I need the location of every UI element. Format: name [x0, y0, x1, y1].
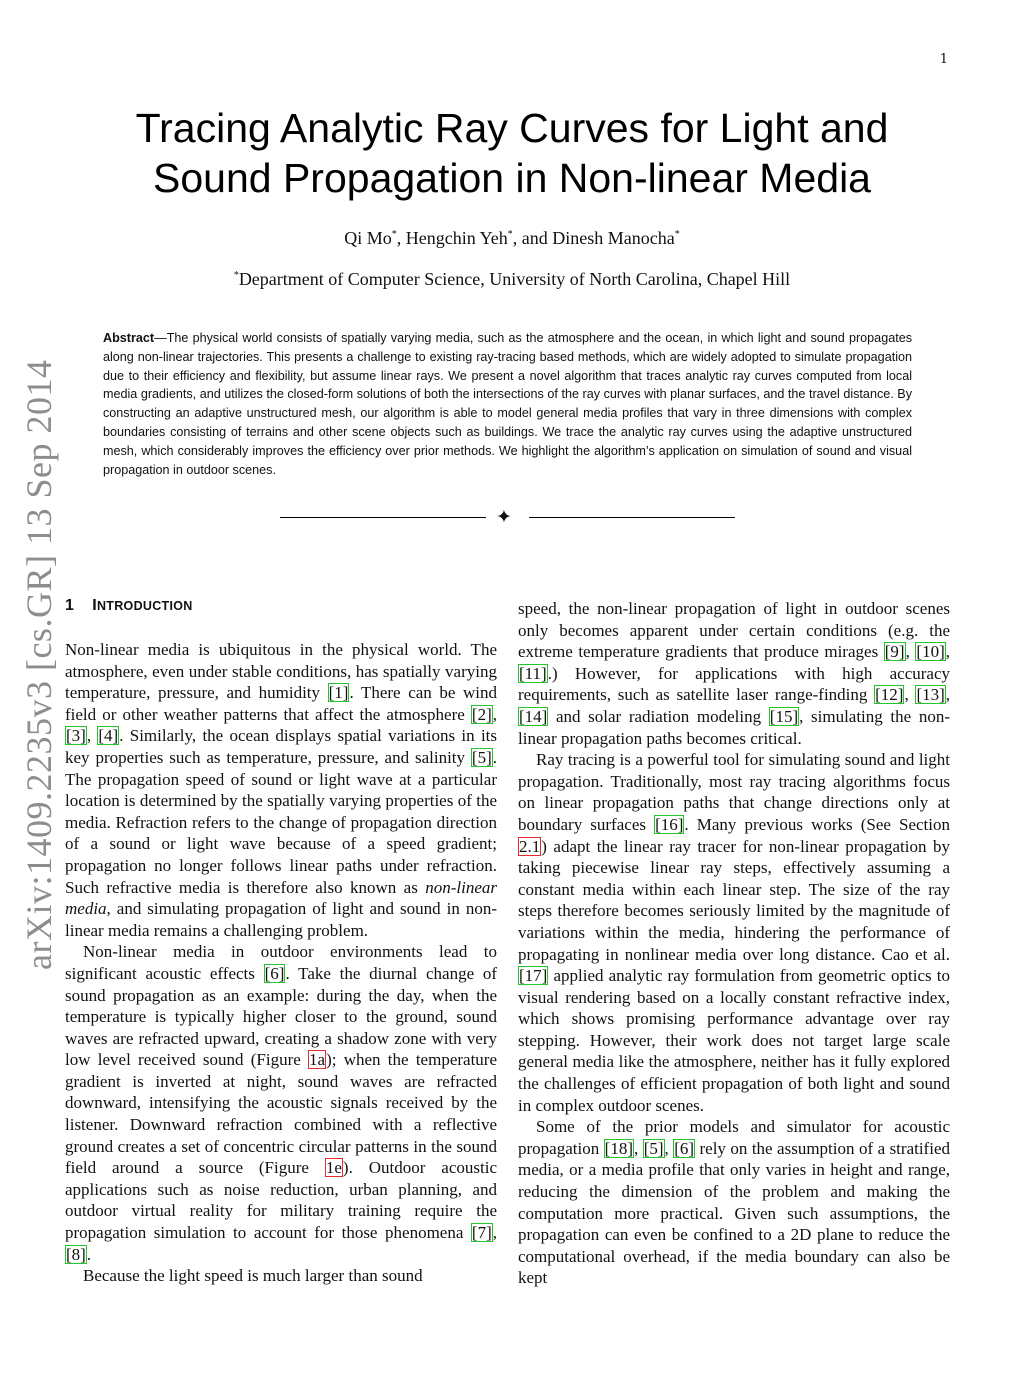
text-run: ) adapt the linear ray tracer for non-linear propagation by taking piecewise linear ray steps, effectively assuming a constant media within each linear step. The size of the ray steps therefore becomes seriously limited by the magnitude of variations within the media, hindering the performance of propagating in nonlinear media over long distance. Cao et al.	[518, 836, 950, 964]
separator: ,	[396, 228, 406, 248]
citation-link[interactable]: [7]	[471, 1223, 492, 1243]
section-link[interactable]: 2.1	[519, 836, 541, 856]
emphasis: non-linear media	[65, 877, 497, 919]
figure-link[interactable]: 1a	[309, 1050, 326, 1070]
affiliation-text: Department of Computer Science, University of North Carolina, Chapel Hill	[238, 269, 791, 289]
text-run: ,	[945, 685, 951, 705]
paragraph	[65, 941, 497, 1265]
title-line-2: Sound Propagation in Non-linear Media	[153, 155, 871, 201]
author-name: Qi Mo	[344, 228, 392, 248]
affiliation-mark: *	[233, 270, 239, 281]
text-run: ,	[86, 726, 98, 746]
citation-link[interactable]: [17]	[519, 966, 548, 986]
citation-link[interactable]: [3]	[66, 726, 86, 746]
text-run: ,	[905, 642, 916, 662]
divider-rule-right	[529, 517, 735, 518]
text-run: .	[86, 1244, 92, 1264]
citation-link[interactable]: [4]	[98, 726, 119, 746]
text-run: . Similarly, the ocean displays spatial variations in its key properties such as temperature, pressure, and salinity	[65, 726, 498, 767]
text-run: and solar radiation modeling	[548, 706, 769, 726]
section-title-rest: NTRODUCTION	[96, 599, 193, 613]
citation-link[interactable]: [18]	[604, 1138, 633, 1158]
text-run: . There can be wind field or other weather patterns that affect the atmosphere	[65, 683, 497, 724]
text-run: ,	[492, 704, 497, 724]
citation-link[interactable]: [14]	[519, 706, 548, 726]
text-run: applied analytic ray formulation from geometric optics to visual rendering based on a locally constant refractive index, which shows promising performance advantage over ray stepping. However, their work does not target large scale general media like the atmosphere, neither has it fully explored the challenges of efficient propagation of both light and sound in complex outdoor scenes.	[518, 966, 950, 1115]
right-column	[518, 598, 950, 1289]
abstract-label: Abstract	[103, 331, 155, 345]
affiliation-mark: *	[674, 229, 680, 240]
text-run: . Take the diurnal change of sound propagation as an example: during the day, when the temperature is typically higher closer to the ground, sound waves are refracted upward, creating a shadow zone with very low level received sound (Figure	[65, 963, 498, 1070]
citation-link[interactable]: [9]	[884, 642, 905, 662]
citation-link[interactable]: [12]	[875, 685, 904, 705]
author-list	[60, 228, 964, 249]
citation-link[interactable]: [13]	[916, 685, 945, 705]
citation-link[interactable]: [15]	[769, 706, 799, 726]
citation-link[interactable]: [6]	[264, 963, 285, 983]
affiliation-mark: *	[507, 229, 513, 240]
page-number: 1	[939, 52, 948, 67]
paragraph	[518, 598, 950, 749]
text-run: , and simulating propagation of light and sound in non-linear media remains a challenging problem.	[65, 899, 497, 940]
text-run: rely on the assumption of a stratified media, or a media profile that only varies in height and range, reducing the dimension of the problem and making the computation more practical. Given such assumptions, the propagation can even be confined to a 2D plane to reduce the computational overhead, if the media boundary can also be kept	[518, 1138, 950, 1288]
paragraph: Because the light speed is much larger than sound	[83, 1266, 423, 1286]
citation-link[interactable]: [10]	[916, 642, 945, 662]
citation-link[interactable]: [6]	[674, 1138, 695, 1158]
text-run: ,	[492, 1223, 497, 1243]
text-run: . Many previous works (See Section	[684, 814, 950, 834]
text-run: ). Outdoor acoustic applications such as noise reduction, urban planning, and outdoor virtual reality for military training require the propagation simulation to account for those phenomena	[65, 1158, 497, 1243]
text-run: ,	[945, 642, 950, 662]
citation-link[interactable]: [16]	[655, 814, 684, 834]
abstract-dash: —	[154, 331, 167, 345]
paper-title	[60, 103, 964, 203]
text-run: Non-linear media in outdoor environments lead to significant acoustic effects	[65, 942, 497, 983]
text-run: Ray tracing is a powerful tool for simulating sound and light propagation. Traditionally, most ray tracing algorithms focus on linear propagation paths that change directions only at boundary surfaces	[518, 750, 950, 834]
author-name: Dinesh Manocha	[552, 228, 675, 248]
section-number: 1	[65, 597, 75, 614]
separator: , and	[512, 228, 553, 248]
text-run: speed, the non-linear propagation of light in outdoor scenes only becomes apparent under certain conditions (e.g. the extreme temperature gradients that produce mirages	[518, 599, 950, 662]
text-run: ,	[904, 685, 916, 705]
author-name: Hengchin Yeh	[405, 228, 508, 248]
text-run: . The propagation speed of sound or light wave at a particular location is determined by the spatially varying properties of the media. Refraction refers to the change of propagation direction of a sound or light wave because of a speed gradient; propagation no longer follows linear paths under refraction. Such refractive media is therefore also known as	[65, 747, 497, 897]
citation-link[interactable]: [8]	[66, 1244, 86, 1264]
abstract-text: The physical world consists of spatially varying media, such as the atmosphere and the ocean, in which light and sound propagates along non-linear trajectories. This presents a challenge to existing ray-tracing based methods, which are widely adopted to simulate propagation due to their efficiency and flexibility, but assume linear rays. We present a novel algorithm that traces analytic ray curves computed from local media gradients, and utilizes the closed-form solutions of both the intersections of the ray curves with planar surfaces, and the travel distance. By constructing an adaptive unstructured mesh, our algorithm is able to model general media profiles that vary in three dimensions with complex boundaries consisting of terrains and other scene objects such as buildings. We trace the analytic ray curves using the adaptive unstructured mesh, which considerably improves the efficiency over prior methods. We highlight the algorithm’s application on simulation of sound and visual propagation in outdoor scenes.	[103, 331, 912, 477]
title-line-1: Tracing Analytic Ray Curves for Light and	[135, 105, 889, 151]
affiliation	[60, 269, 964, 290]
section-title-initial: I	[92, 597, 97, 614]
left-column	[65, 639, 497, 1287]
affiliation-mark: *	[391, 229, 397, 240]
citation-link[interactable]: [1]	[328, 683, 349, 703]
text-run: ); when the temperature gradient is inverted at night, sound waves are refracted downward, intensifying the acoustic signals received by the listener. Downward refraction combined with a reflective ground creates a set of concentric circular patterns in the sound field around a source (Figure	[65, 1050, 498, 1178]
paragraph	[65, 639, 497, 941]
text-run: Non-linear media is ubiquitous in the physical world. The atmosphere, even under stable conditions, has spatially varying temperature, pressure, and humidity	[65, 640, 497, 703]
citation-link[interactable]: [11]	[519, 663, 547, 683]
text-run: ,	[664, 1138, 674, 1158]
text-run: , simulating the non-linear propagation paths becomes critical.	[518, 706, 950, 748]
abstract	[103, 329, 912, 479]
paragraph	[518, 1116, 950, 1289]
section-divider	[280, 508, 735, 528]
text-run: .) However, for applications with high accuracy requirements, such as satellite laser range-finding	[518, 663, 950, 705]
text-run: Some of the prior models and simulator for acoustic propagation	[518, 1117, 950, 1158]
paragraph	[518, 749, 950, 1116]
figure-link[interactable]: 1e	[325, 1158, 342, 1178]
citation-link[interactable]: [5]	[471, 747, 492, 767]
citation-link[interactable]: [2]	[471, 704, 492, 724]
divider-rule-left	[280, 517, 486, 518]
citation-link[interactable]: [5]	[643, 1138, 664, 1158]
text-run: ,	[633, 1138, 643, 1158]
arxiv-identifier[interactable]: arXiv:1409.2235v3 [cs.GR] 13 Sep 2014	[19, 359, 59, 970]
divider-star-icon: ✦	[496, 506, 512, 528]
section-heading	[65, 597, 193, 615]
